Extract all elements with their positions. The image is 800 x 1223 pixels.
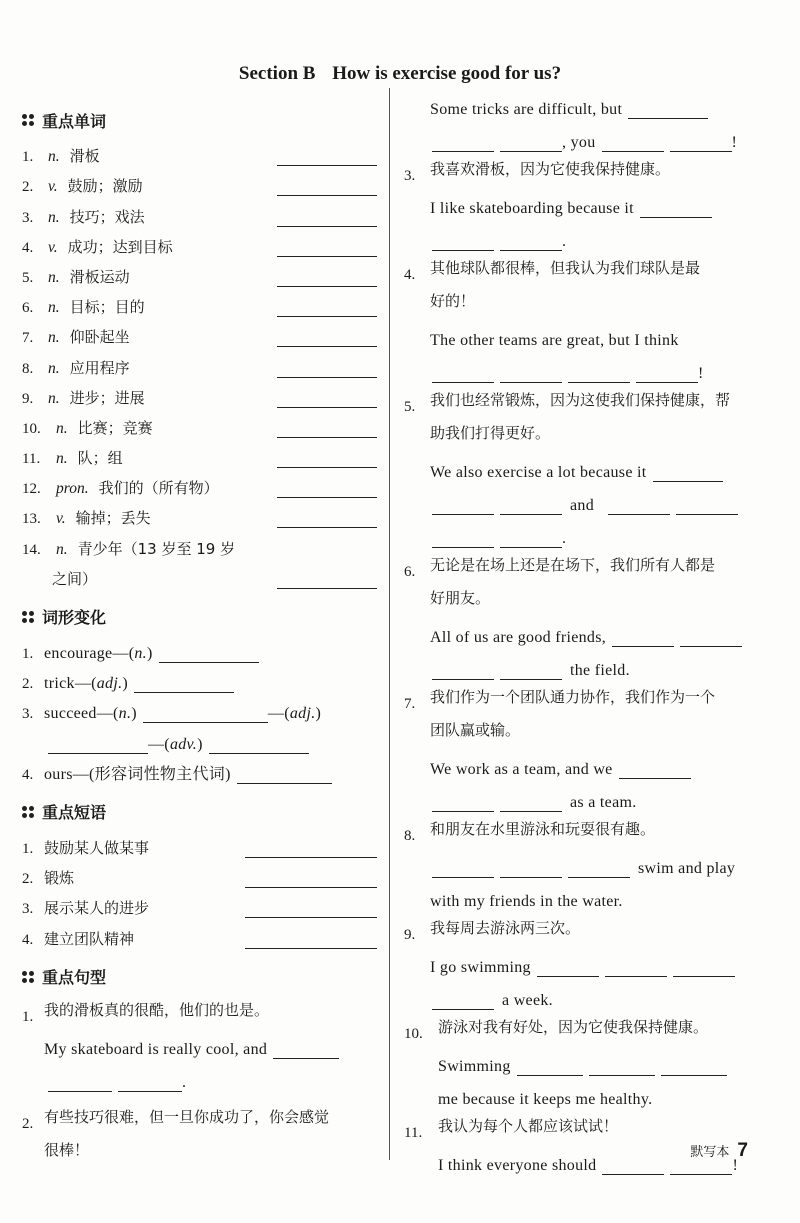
sentence-10-zh: 10. 游泳对我有好处，因为它使我保持健康。: [404, 1018, 709, 1042]
sentence-7-en-cont: as a team.: [404, 779, 754, 812]
answer-blank[interactable]: [277, 345, 377, 347]
answer-blank[interactable]: [670, 150, 732, 152]
answer-blank[interactable]: [500, 546, 562, 548]
sentence-6-zh: 6. 无论是在场上还是在场下，我们所有人都是: [404, 556, 716, 580]
item-number: 1.: [22, 149, 34, 166]
answer-blank[interactable]: [432, 381, 494, 383]
answer-blank[interactable]: [636, 381, 698, 383]
vocab-item: [22, 438, 377, 468]
vocab-meaning: 目标；目的: [69, 298, 145, 317]
item-number: 8.: [22, 360, 34, 377]
sentence-3-en-cont: .: [404, 218, 754, 251]
part-of-speech: v.: [48, 238, 58, 256]
page-number: 7: [737, 1140, 748, 1161]
vocab-item: [22, 347, 377, 377]
answer-blank[interactable]: [680, 645, 742, 647]
vocab-item: [22, 196, 377, 226]
answer-blank[interactable]: [159, 661, 259, 663]
sentence-1-en-cont: .: [22, 1059, 377, 1092]
vocab-meaning: 仰卧起坐: [69, 328, 130, 347]
answer-blank[interactable]: [628, 117, 708, 119]
answer-blank[interactable]: [673, 975, 735, 977]
answer-blank[interactable]: [500, 249, 562, 251]
vocab-meaning: 队；组: [77, 449, 123, 468]
answer-blank[interactable]: [432, 1008, 494, 1010]
answer-blank[interactable]: [277, 315, 377, 317]
phrase-list: [22, 828, 377, 949]
answer-blank[interactable]: [608, 513, 670, 515]
vocab-item: [22, 287, 377, 317]
answer-blank[interactable]: [245, 886, 377, 888]
answer-blank[interactable]: [245, 856, 377, 858]
answer-blank[interactable]: [640, 216, 712, 218]
answer-blank[interactable]: [605, 975, 667, 977]
part-of-speech: n.: [48, 329, 60, 347]
answer-blank[interactable]: [277, 164, 377, 166]
sentence-4-en-cont: !: [404, 350, 754, 383]
sentence-8-en: swim and play: [404, 845, 754, 878]
clover-icon: [22, 806, 34, 818]
item-number: 11.: [22, 451, 41, 468]
sentence-9-en-cont: a week.: [404, 977, 754, 1010]
answer-blank[interactable]: [143, 721, 268, 723]
vocab-meaning: 比赛；竞赛: [77, 418, 153, 437]
sentence-5-en-cont: and: [404, 482, 754, 515]
item-number: 2.: [22, 179, 34, 196]
sentence-3-en: I like skateboarding because it: [404, 185, 754, 218]
vocab-item: [22, 528, 377, 558]
phrase-item: [22, 888, 377, 918]
sentence-4-zh-cont: 好的！: [430, 292, 476, 310]
forms-item-2: 2. trick—( adj. ): [22, 663, 377, 693]
sentence-10-en-cont: me because it keeps me healthy.: [438, 1091, 653, 1108]
sentence-5-zh: 5. 我们也经常锻炼，因为这使我们保持健康，帮: [404, 391, 731, 415]
sentence-2-en: Some tricks are difficult, but: [404, 86, 754, 119]
answer-blank[interactable]: [432, 249, 494, 251]
clover-icon: [22, 611, 34, 623]
answer-blank[interactable]: [432, 810, 494, 812]
phrase-item: [22, 858, 377, 888]
item-number: 6.: [22, 300, 34, 317]
vocab-meaning: 输掉；丢失: [75, 509, 151, 528]
part-of-speech: n.: [48, 299, 60, 317]
left-column: [22, 104, 377, 1166]
sentence-11-en: I think everyone should !: [438, 1157, 739, 1174]
item-number: 13.: [22, 511, 41, 528]
vocab-item: [22, 136, 377, 166]
sentence-2-en-cont: , you !: [404, 119, 754, 152]
item-number: 9.: [22, 390, 34, 407]
part-of-speech: n.: [48, 208, 60, 226]
answer-blank[interactable]: [432, 678, 494, 680]
sentence-2-zh: 2. 有些技巧很难，但一旦你成功了，你会感觉: [22, 1107, 330, 1132]
vocab-item: [22, 378, 377, 408]
answer-blank[interactable]: [277, 194, 377, 196]
item-number: 14.: [22, 541, 41, 558]
sentence-7-zh-cont: 团队赢或输。: [430, 721, 521, 739]
vocab-meaning: 我们的（所有物）: [98, 479, 219, 498]
vocab-list: [22, 136, 377, 559]
vocab-item: [22, 227, 377, 257]
answer-blank[interactable]: [568, 381, 630, 383]
answer-blank[interactable]: [277, 285, 377, 287]
answer-blank[interactable]: [653, 480, 723, 482]
answer-blank[interactable]: [48, 752, 148, 754]
vocab-item: [22, 498, 377, 528]
part-of-speech: v.: [48, 178, 58, 196]
answer-blank[interactable]: [432, 546, 494, 548]
right-column: [404, 86, 754, 1175]
answer-blank[interactable]: [500, 150, 562, 152]
sentence-11-zh: 11. 我认为每个人都应该试试！: [404, 1117, 619, 1141]
answer-blank[interactable]: [277, 406, 377, 408]
page-footer: [690, 1140, 748, 1162]
part-of-speech: n.: [56, 419, 68, 437]
answer-blank[interactable]: [209, 752, 309, 754]
book-label: 默写本: [690, 1145, 730, 1160]
sentence-4-en: The other teams are great, but I think: [430, 332, 679, 349]
answer-blank[interactable]: [517, 1074, 583, 1076]
vocab-header: 重点单词: [22, 104, 377, 136]
item-number: 1.: [22, 840, 34, 857]
sentence-6-zh-cont: 好朋友。: [430, 589, 491, 607]
vocab-item: [22, 257, 377, 287]
answer-blank[interactable]: [589, 1074, 655, 1076]
answer-blank[interactable]: [277, 225, 377, 227]
phrase-meaning: 建立团队精神: [44, 929, 135, 948]
phrase-meaning: 展示某人的进步: [44, 899, 150, 918]
answer-blank[interactable]: [500, 513, 562, 515]
item-number: 2.: [22, 871, 34, 888]
answer-blank[interactable]: [245, 916, 377, 918]
answer-blank[interactable]: [602, 1173, 664, 1175]
vocab-meaning: 应用程序: [69, 358, 130, 377]
section-title: [0, 63, 800, 85]
answer-blank[interactable]: [500, 810, 562, 812]
sentence-1-zh: 1. 我的滑板真的很酷，他们的也是。: [22, 1000, 270, 1025]
sentence-5-zh-cont: 助我们打得更好。: [430, 424, 551, 442]
vocab-item: [22, 408, 377, 438]
item-number: 5.: [22, 269, 34, 286]
answer-blank[interactable]: [273, 1057, 339, 1059]
clover-icon: [22, 971, 34, 983]
sentence-8-en-cont: with my friends in the water.: [430, 893, 623, 910]
answer-blank[interactable]: [118, 1090, 182, 1092]
answer-blank[interactable]: [277, 376, 377, 378]
answer-blank[interactable]: [277, 466, 377, 468]
sentence-4-zh: 4. 其他球队都很棒，但我认为我们球队是最: [404, 259, 701, 283]
phrases-header: 重点短语: [22, 796, 377, 828]
answer-blank[interactable]: [134, 691, 234, 693]
vocab-meaning: 进步；进展: [69, 388, 145, 407]
item-number: 4.: [22, 931, 34, 948]
answer-blank[interactable]: [568, 876, 630, 878]
vocab-item: [22, 468, 377, 498]
sentence-7-en: We work as a team, and we: [404, 746, 754, 779]
item-number: 4.: [22, 239, 34, 256]
sentence-8-zh: 8. 和朋友在水里游泳和玩耍很有趣。: [404, 820, 656, 844]
part-of-speech: n.: [48, 268, 60, 286]
answer-blank[interactable]: [432, 150, 494, 152]
sentence-9-zh: 9. 我每周去游泳两三次。: [404, 919, 581, 943]
sentence-5-en-cont2: .: [404, 515, 754, 548]
section-label: Section B: [238, 63, 316, 84]
sentence-2-zh-cont: 很棒！: [44, 1140, 90, 1159]
part-of-speech: n.: [48, 148, 60, 166]
vocab-meaning: 青少年（13 岁至 19 岁: [77, 539, 236, 558]
item-number: 7.: [22, 330, 34, 347]
answer-blank[interactable]: [537, 975, 599, 977]
answer-blank[interactable]: [500, 678, 562, 680]
answer-blank[interactable]: [661, 1074, 727, 1076]
item-number: 10.: [22, 420, 41, 437]
answer-blank[interactable]: [277, 255, 377, 257]
answer-blank[interactable]: [277, 587, 377, 589]
vocab-item-14-continuation: 之间）: [22, 559, 377, 589]
part-of-speech: n.: [56, 540, 68, 558]
column-divider: [389, 88, 390, 1160]
vocab-item: [22, 317, 377, 347]
vocab-meaning: 技巧；戏法: [69, 207, 145, 226]
clover-icon: [22, 114, 34, 126]
answer-blank[interactable]: [619, 777, 691, 779]
answer-blank[interactable]: [277, 436, 377, 438]
vocab-item: [22, 166, 377, 196]
sentence-1-en: My skateboard is really cool, and: [22, 1026, 377, 1059]
item-number: 3.: [22, 209, 34, 226]
sentence-7-zh: 7. 我们作为一个团队通力协作，我们作为一个: [404, 688, 716, 712]
answer-blank[interactable]: [612, 645, 674, 647]
answer-blank[interactable]: [245, 947, 377, 949]
forms-item-4: 4. ours—(形容词性物主代词): [22, 754, 377, 784]
sentence-5-en: We also exercise a lot because it: [404, 449, 754, 482]
forms-item-3: 3. succeed—( n. ) —( adj. ): [22, 705, 322, 723]
sentence-6-en: All of us are good friends,: [404, 614, 754, 647]
part-of-speech: pron.: [56, 480, 89, 498]
item-number: 3.: [22, 901, 34, 918]
sentence-6-en-cont: the field.: [404, 647, 754, 680]
sentences-header: 重点句型: [22, 961, 377, 993]
forms-header: 词形变化: [22, 601, 377, 633]
answer-blank[interactable]: [277, 526, 377, 528]
part-of-speech: n.: [56, 450, 68, 468]
answer-blank[interactable]: [48, 1090, 112, 1092]
item-number: 12.: [22, 481, 41, 498]
sentence-3-zh: 3. 我喜欢滑板，因为它使我保持健康。: [404, 160, 671, 184]
vocab-meaning: 成功；达到目标: [67, 237, 173, 256]
forms-item-3-cont: —( adv. ): [22, 723, 377, 753]
phrase-meaning: 锻炼: [44, 869, 75, 888]
answer-blank[interactable]: [602, 150, 664, 152]
answer-blank[interactable]: [500, 381, 562, 383]
part-of-speech: n.: [48, 389, 60, 407]
part-of-speech: n.: [48, 359, 60, 377]
vocab-meaning: 滑板: [69, 147, 100, 166]
phrase-meaning: 鼓励某人做某事: [44, 838, 150, 857]
answer-blank[interactable]: [432, 876, 494, 878]
phrase-item: [22, 918, 377, 948]
answer-blank[interactable]: [237, 782, 332, 784]
sentence-9-en: I go swimming: [404, 944, 754, 977]
answer-blank[interactable]: [500, 876, 562, 878]
sentence-10-en: Swimming: [404, 1043, 754, 1076]
part-of-speech: v.: [56, 510, 66, 528]
answer-blank[interactable]: [277, 496, 377, 498]
vocab-meaning: 鼓励；激励: [67, 177, 143, 196]
phrase-item: [22, 828, 377, 858]
answer-blank[interactable]: [432, 513, 494, 515]
section-heading: How is exercise good for us?: [332, 63, 562, 84]
vocab-meaning: 滑板运动: [69, 267, 130, 286]
forms-item-1: 1. encourage—( n. ): [22, 633, 377, 663]
answer-blank[interactable]: [670, 1173, 732, 1175]
answer-blank[interactable]: [676, 513, 738, 515]
